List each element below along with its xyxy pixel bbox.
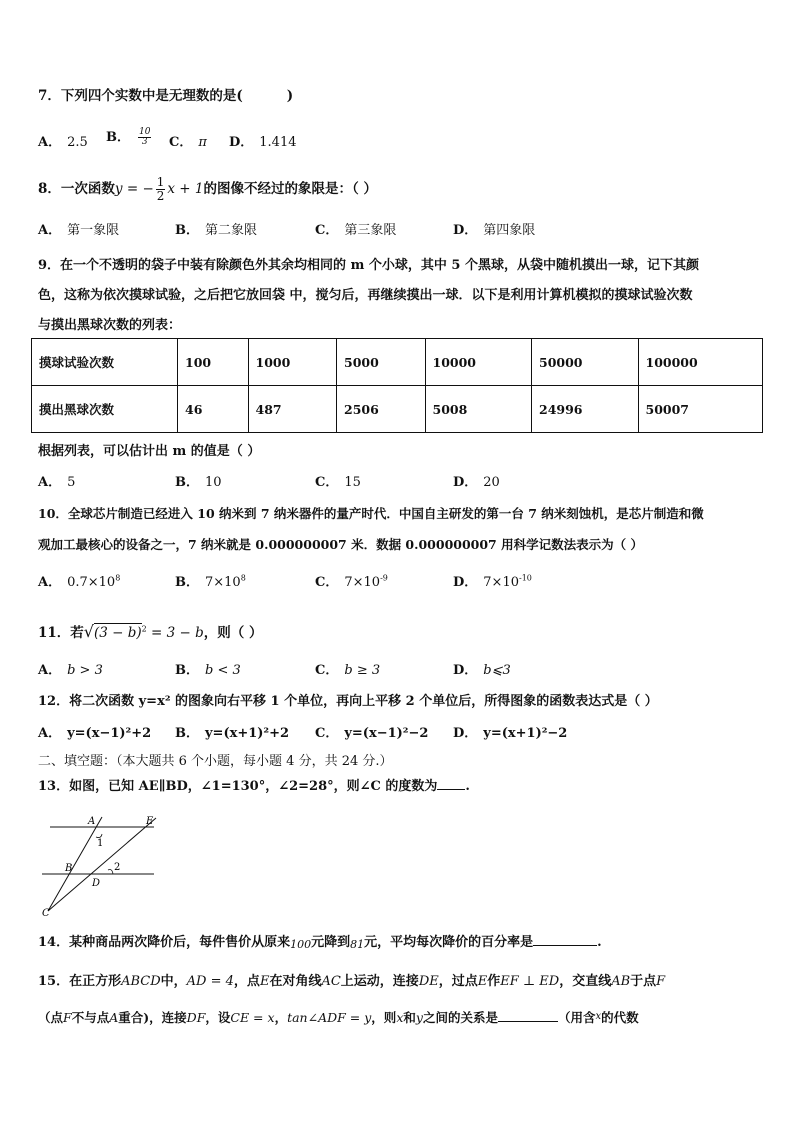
table-row [32,339,763,386]
table-cell: 100000 [638,339,763,386]
q8-option-d: D． 第四象限 [453,223,536,238]
table-cell: 5000 [337,339,426,386]
q12-option-b: B． y=(x+1)²+2 [175,726,290,741]
q13-figure [30,808,170,920]
q10-option-b: B． $7\times 10^8$ [175,573,246,590]
table-cell: 10000 [425,339,532,386]
q9-after: 根据列表，可以估计出 m 的值是（ ） [38,444,261,459]
table-cell: 487 [248,386,337,433]
q8-option-a: A． 第一象限 [38,223,120,238]
table-cell: 摸出黑球次数 [32,386,178,433]
table-cell: 摸球试验次数 [32,339,178,386]
table-cell: 2506 [337,386,426,433]
q9-option-a: A． 5 [38,475,76,490]
label-d: D [92,878,101,889]
q7-option-a: A． 2.5 [38,135,88,150]
q11-option-a: A． b > 3 [38,663,103,678]
table-cell: 5008 [425,386,532,433]
question-12: 12．将二次函数 y=x² 的图象向右平移 1 个单位，再向上平移 2 个单位后，所得图象的函数表达式是（ ） [38,694,658,709]
question-13: 13．如图，已知 AE∥BD，∠1=130°，∠2=28°，则∠C 的度数为 . [38,779,470,794]
q15-line-1: 15．在正方形ABCD中，AD = 4，点E在对角线AC上运动，连接DE，过点E作EF ⊥ ED，交直线AB于点F [38,974,666,989]
label-a: A [88,816,96,827]
q8-option-c: C． 第三象限 [315,223,397,238]
q12-option-c: C． y=(x−1)²−2 [315,726,429,741]
section-2-heading: 二、填空题：（本大题共 6 个小题，每小题 4 分，共 24 分.） [38,754,393,769]
question-8: 8．一次函数y = − $\frac{1}{2}$ x + 1的图像不经过的象限是：（ ） [38,175,377,203]
question-11: 11．若$√(3 - b)^2 = 3 - b$，则（ ） [38,622,263,641]
label-c: C [42,908,50,919]
q9-option-b: B． 10 [175,475,222,490]
table-cell: 100 [178,339,249,386]
q7-option-b: B． $\frac{10}{3}$ [106,127,151,147]
label-angle-1: 1 [97,838,104,849]
q12-option-a: A． y=(x−1)²+2 [38,726,152,741]
q15-line-2: （点F不与点A重合)，连接DF，设CE = x，tan∠ADF = y，则x和y之间的关系是 （用含$^x$的代数 [38,1010,639,1025]
q8-option-b: B． 第二象限 [175,223,258,238]
q10-option-c: C． $7\times 10^{-9}$ [315,573,388,590]
q9-table [31,338,763,433]
q7-option-c: C． π [169,135,207,150]
q9-line-3: 与摸出黑球次数的列表： [38,318,182,333]
q10-option-d: D． $7\times 10^{-10}$ [453,573,532,590]
q7-stem: 7．下列四个实数中是无理数的是( [38,88,243,104]
q11-option-b: B． b < 3 [175,663,241,678]
q10-line-1: 10．全球芯片制造已经进入 10 纳米到 7 纳米器件的量产时代．中国自主研发的第一台 7 纳米刻蚀机，是芯片制造和微 [38,506,704,521]
q9-line-1: 9．在一个不透明的袋子中装有除颜色外其余均相同的 m 个小球，其中 5 个黑球，从袋中随机摸出一球，记下其颜 [38,258,699,273]
q11-option-c: C． b ≥ 3 [315,663,381,678]
table-cell: 50000 [532,339,639,386]
table-cell: 50007 [638,386,763,433]
q11-option-d: D． b⩽3 [453,663,511,678]
q10-option-a: A． $0.7\times 10^8$ [38,573,121,590]
q9-line-2: 色，这称为依次摸球试验，之后把它放回袋 中，搅匀后，再继续摸出一球．以下是利用计算机模拟的摸球试验次数 [38,288,693,303]
table-cell: 46 [178,386,249,433]
question-7: 7．下列四个实数中是无理数的是( ) [38,88,294,104]
label-angle-2: 2 [114,862,121,873]
q12-option-d: D． y=(x+1)²−2 [453,726,568,741]
label-b: B [65,863,73,874]
q9-option-d: D． 20 [453,475,500,490]
q10-line-2: 观加工最核心的设备之一，7 纳米就是 0.000000007 米．数据 0.000000007 用科学记数法表示为（ ） [38,537,643,552]
table-cell: 1000 [248,339,337,386]
table-cell: 24996 [532,386,639,433]
q7-option-d: D． 1.414 [229,135,297,150]
label-e: E [146,816,154,827]
question-14: 14．某种商品两次降价后，每件售价从原来100元降到81元，平均每次降价的百分率是 . [38,935,602,951]
q9-option-c: C． 15 [315,475,361,490]
table-row [32,386,763,433]
